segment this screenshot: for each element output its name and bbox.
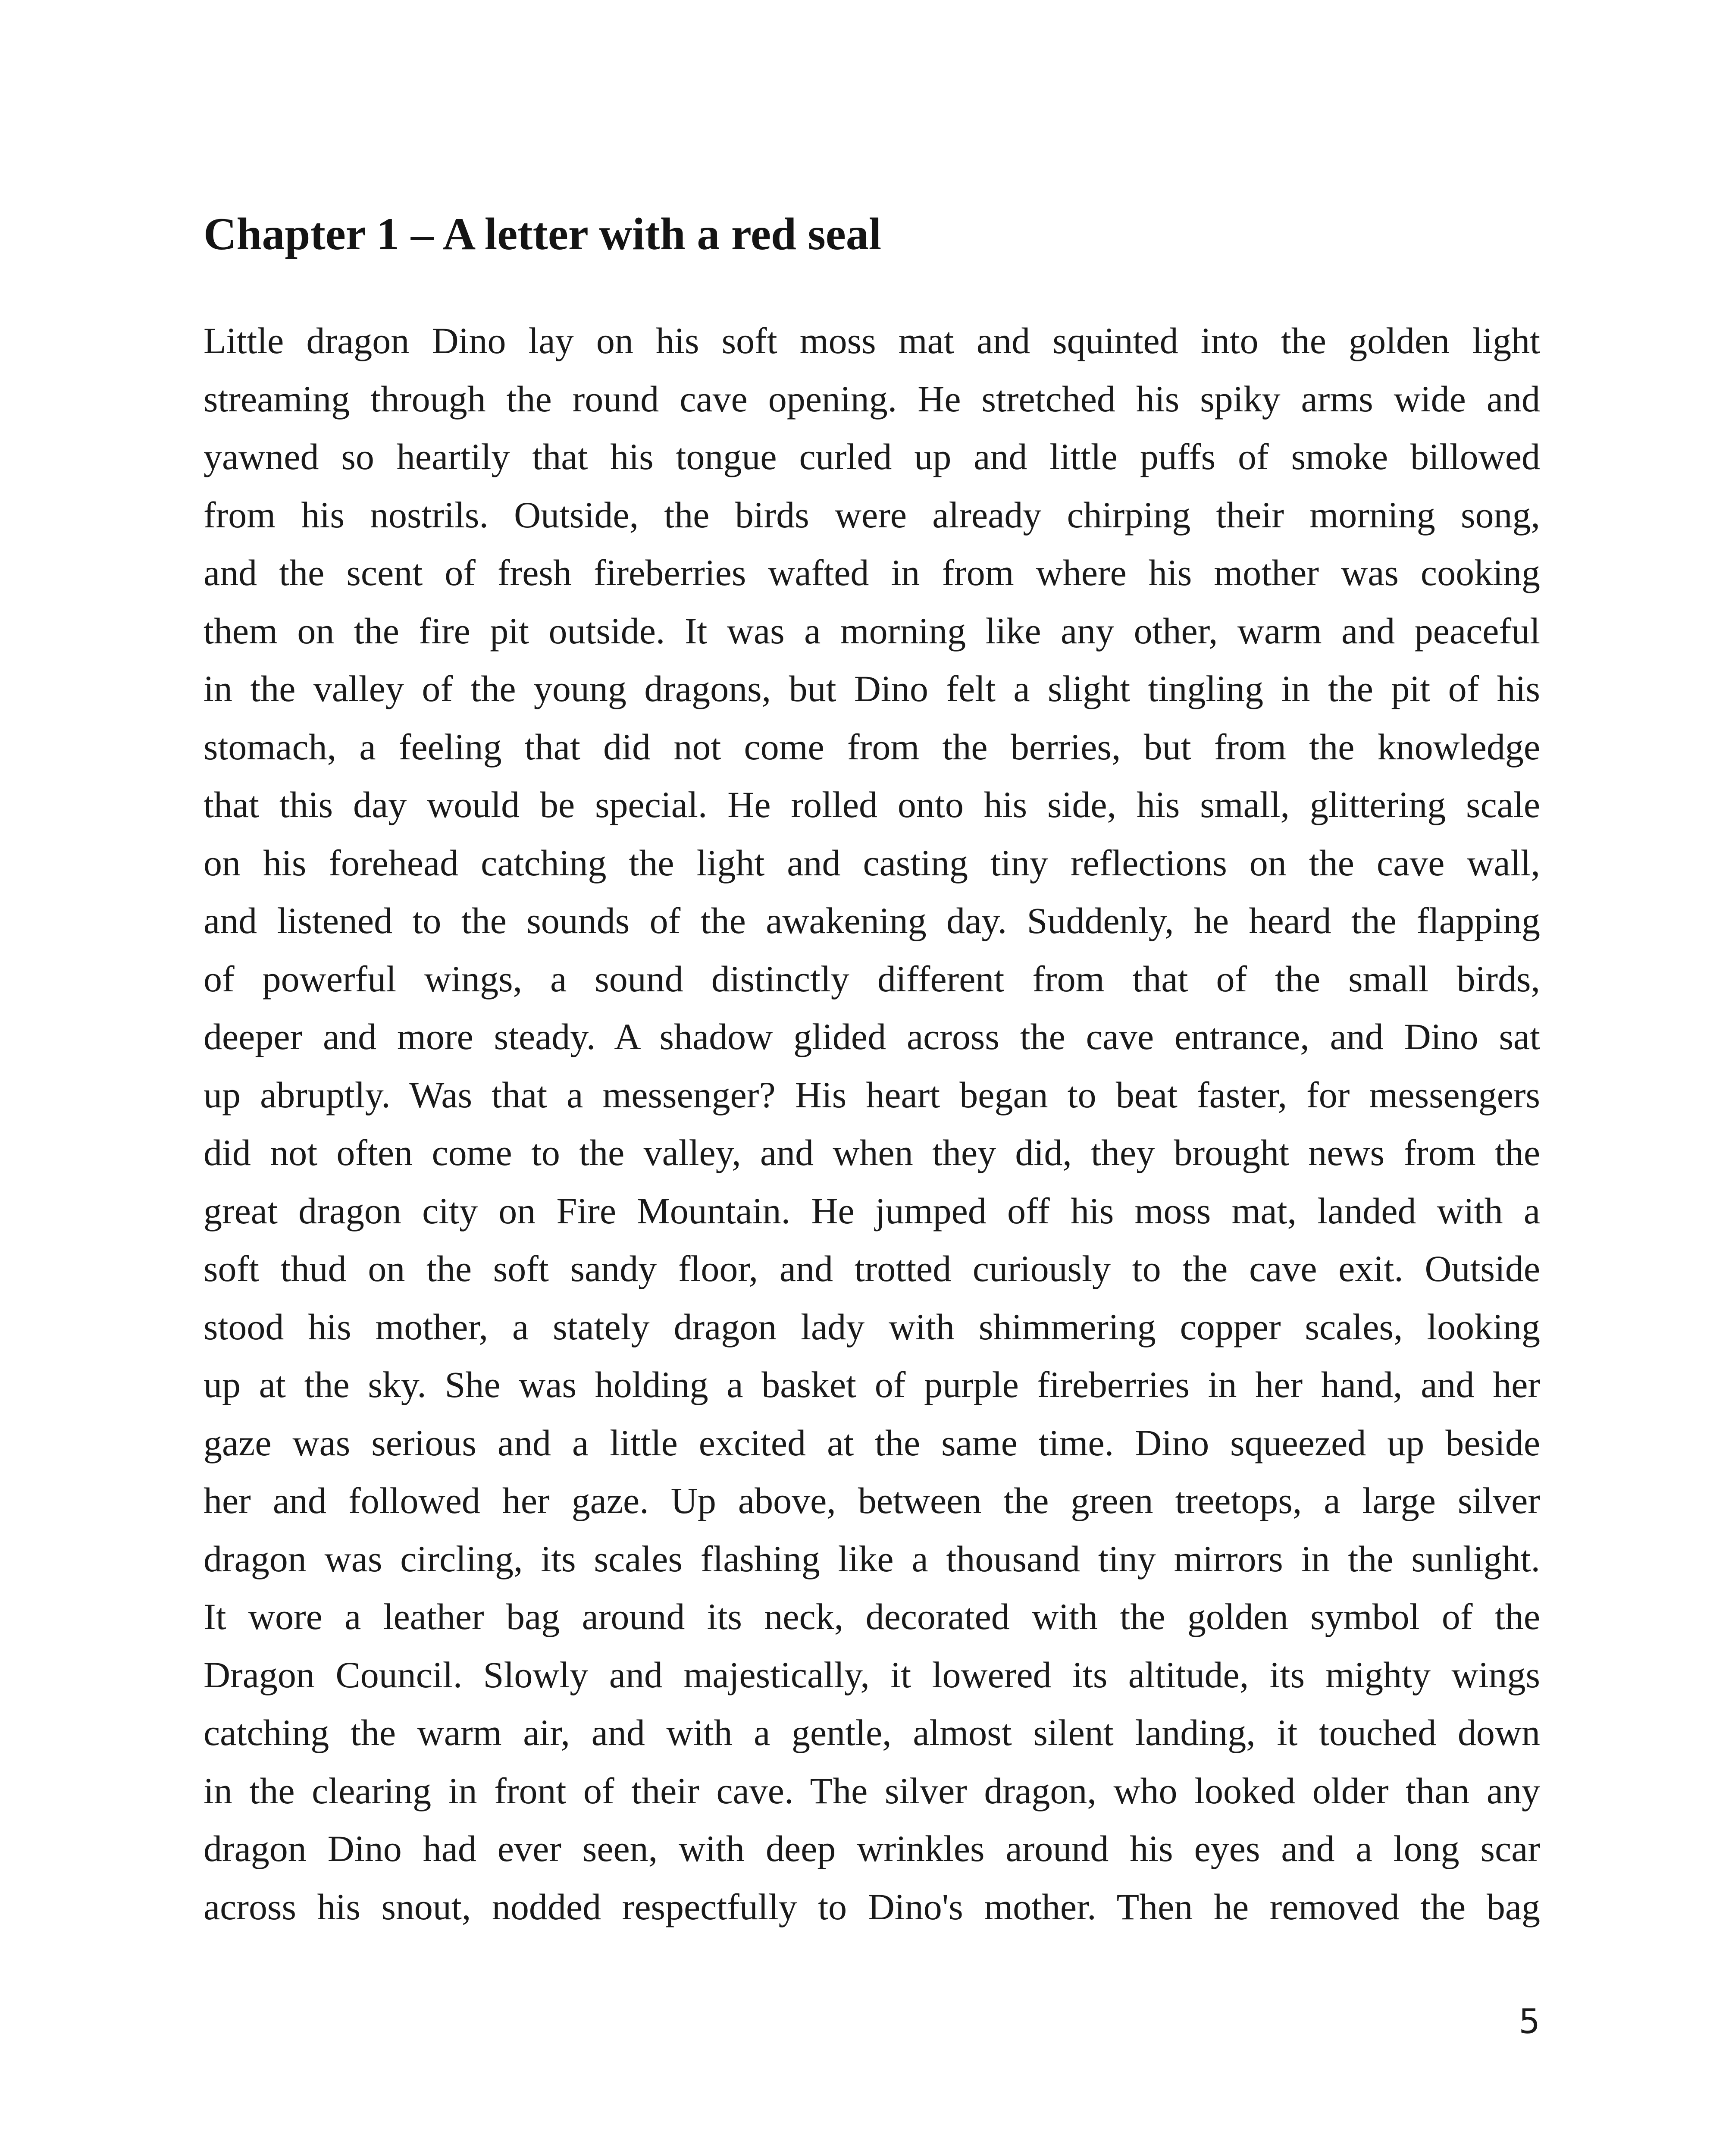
body-line: yawned so heartily that his tongue curled up and little puffs of smoke billowed	[204, 436, 1540, 477]
body-line: that this day would be special. He rolled onto his side, his small, glittering scale	[204, 784, 1540, 825]
body-line: across his snout, nodded respectfully to Dino's mother. Then he removed the bag	[204, 1886, 1540, 1927]
body-line: did not often come to the valley, and when they did, they brought news from the	[204, 1132, 1540, 1173]
page-number: 5	[1519, 2002, 1540, 2041]
body-line: stood his mother, a stately dragon lady with shimmering copper scales, looking	[204, 1306, 1540, 1348]
body-line: It wore a leather bag around its neck, decorated with the golden symbol of the	[204, 1596, 1540, 1637]
body-line: up at the sky. She was holding a basket of purple fireberries in her hand, and her	[204, 1364, 1540, 1405]
body-line: streaming through the round cave opening. He stretched his spiky arms wide and	[204, 378, 1540, 420]
chapter-title: Chapter 1 – A letter with a red seal	[204, 209, 882, 259]
body-line: great dragon city on Fire Mountain. He jumped off his moss mat, landed with a	[204, 1190, 1540, 1232]
body-line: on his forehead catching the light and casting tiny reflections on the cave wall,	[204, 842, 1540, 884]
body-line: and listened to the sounds of the awakening day. Suddenly, he heard the flapping	[204, 900, 1540, 941]
body-line: Dragon Council. Slowly and majestically, it lowered its altitude, its mighty wings	[204, 1654, 1540, 1695]
body-line: gaze was serious and a little excited at the same time. Dino squeezed up beside	[204, 1422, 1540, 1463]
body-line: deeper and more steady. A shadow glided across the cave entrance, and Dino sat	[204, 1016, 1540, 1057]
chapter-body-text	[204, 312, 1540, 1936]
body-line: from his nostrils. Outside, the birds were already chirping their morning song,	[204, 494, 1540, 536]
body-line: up abruptly. Was that a messenger? His heart began to beat faster, for messengers	[204, 1074, 1540, 1116]
body-line: catching the warm air, and with a gentle, almost silent landing, it touched down	[204, 1712, 1540, 1753]
body-line: and the scent of fresh fireberries wafted in from where his mother was cooking	[204, 552, 1540, 593]
body-line: Little dragon Dino lay on his soft moss mat and squinted into the golden light	[204, 320, 1540, 361]
body-line: of powerful wings, a sound distinctly different from that of the small birds,	[204, 958, 1540, 1000]
body-line: in the clearing in front of their cave. The silver dragon, who looked older than any	[204, 1770, 1540, 1811]
body-line: her and followed her gaze. Up above, between the green treetops, a large silver	[204, 1480, 1540, 1521]
body-line: stomach, a feeling that did not come from the berries, but from the knowledge	[204, 726, 1540, 768]
body-line: dragon was circling, its scales flashing like a thousand tiny mirrors in the sunlight.	[204, 1538, 1540, 1579]
body-line: dragon Dino had ever seen, with deep wrinkles around his eyes and a long scar	[204, 1828, 1540, 1869]
body-line: them on the fire pit outside. It was a morning like any other, warm and peaceful	[204, 610, 1540, 652]
body-line: soft thud on the soft sandy floor, and trotted curiously to the cave exit. Outside	[204, 1248, 1540, 1289]
body-line: in the valley of the young dragons, but Dino felt a slight tingling in the pit of his	[204, 668, 1540, 709]
